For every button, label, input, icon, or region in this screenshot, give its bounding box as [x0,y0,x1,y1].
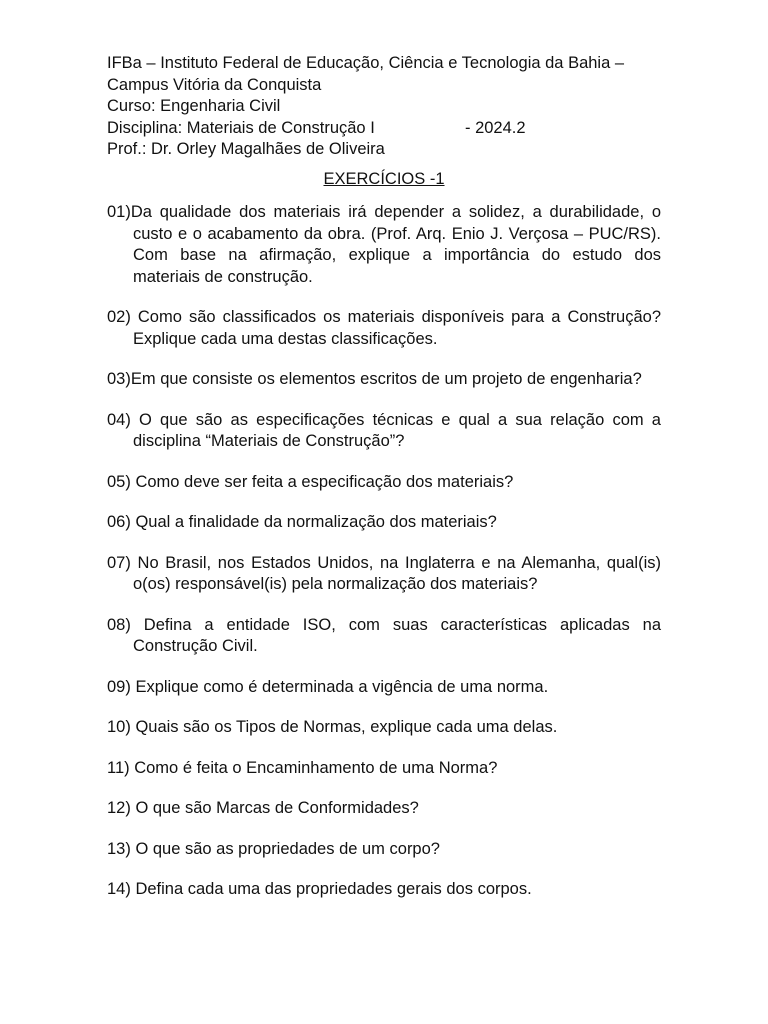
question-text: O que são Marcas de Conformidades? [135,799,419,817]
question-number: 14) [107,880,136,898]
question-text: Defina a entidade ISO, com suas características aplicadas na Construção Civil. [133,615,661,655]
question-item [107,472,661,494]
question-text: Como são classificados os materiais disponíveis para a Construção? Explique cada uma destas classificações. [133,308,661,348]
question-number: 08) [107,615,144,634]
question-item [107,553,661,596]
question-text: Explique como é determinada a vigência de uma norma. [135,677,549,696]
question-text: Em que consiste os elementos escritos de um projeto de engenharia? [130,370,642,388]
discipline-line: Disciplina: Materiais de Construção I [107,118,375,137]
question-item [107,758,661,780]
question-item [107,369,661,391]
course-line: Curso: Engenharia Civil [107,97,281,115]
professor-line: Prof.: Dr. Orley Magalhães de Oliveira [107,140,385,158]
question-number: 02) [107,308,138,326]
question-list [107,202,661,901]
exercise-title: EXERCÍCIOS -1 [323,169,445,188]
question-number: 11) [107,758,135,777]
question-item [107,839,661,861]
question-number: 12) [107,799,136,817]
question-item [107,717,661,739]
question-item [107,410,661,453]
period-label: - 2024.2 [465,118,526,137]
question-item [107,512,661,534]
discipline-row [107,118,661,140]
question-text: O que são as especificações técnicas e qual a sua relação com a disciplina “Materiais de Construção”? [133,410,661,450]
question-item [107,615,661,658]
question-text: No Brasil, nos Estados Unidos, na Inglaterra e na Alemanha, qual(is) o(os) responsável(is) pela normalização dos materiais? [133,553,662,593]
question-item [107,879,661,901]
question-item [107,677,661,699]
document-header [107,53,661,161]
question-number: 04) [107,410,140,429]
question-text: Como é feita o Encaminhamento de uma Norma? [134,758,498,777]
question-number: 07) [107,553,138,572]
question-text: Quais são os Tipos de Normas, explique cada uma delas. [135,718,558,736]
question-number: 01) [107,203,131,221]
question-text: Qual a finalidade da normalização dos materiais? [135,513,497,531]
question-number: 05) [107,472,136,491]
question-item [107,202,661,288]
question-number: 10) [107,718,136,736]
document-page [107,53,661,920]
question-item [107,798,661,820]
question-text: Defina cada uma das propriedades gerais dos corpos. [135,880,532,898]
question-text: Da qualidade dos materiais irá depender a solidez, a durabilidade, o custo e o acabamento da obra. (Prof. Arq. Enio J. Verçosa – PUC/RS). Com base na afirmação, explique a importância do estudo dos materiais de construção. [130,203,661,286]
question-number: 03) [107,370,131,388]
question-number: 06) [107,513,136,531]
question-item [107,307,661,350]
institution-line: IFBa – Instituto Federal de Educação, Ciência e Tecnologia da Bahia – [107,54,625,72]
question-number: 09) [107,677,136,696]
question-text: Como deve ser feita a especificação dos materiais? [135,472,514,491]
campus-line: Campus Vitória da Conquista [107,75,322,94]
question-number: 13) [107,839,136,858]
question-text: O que são as propriedades de um corpo? [135,839,440,858]
